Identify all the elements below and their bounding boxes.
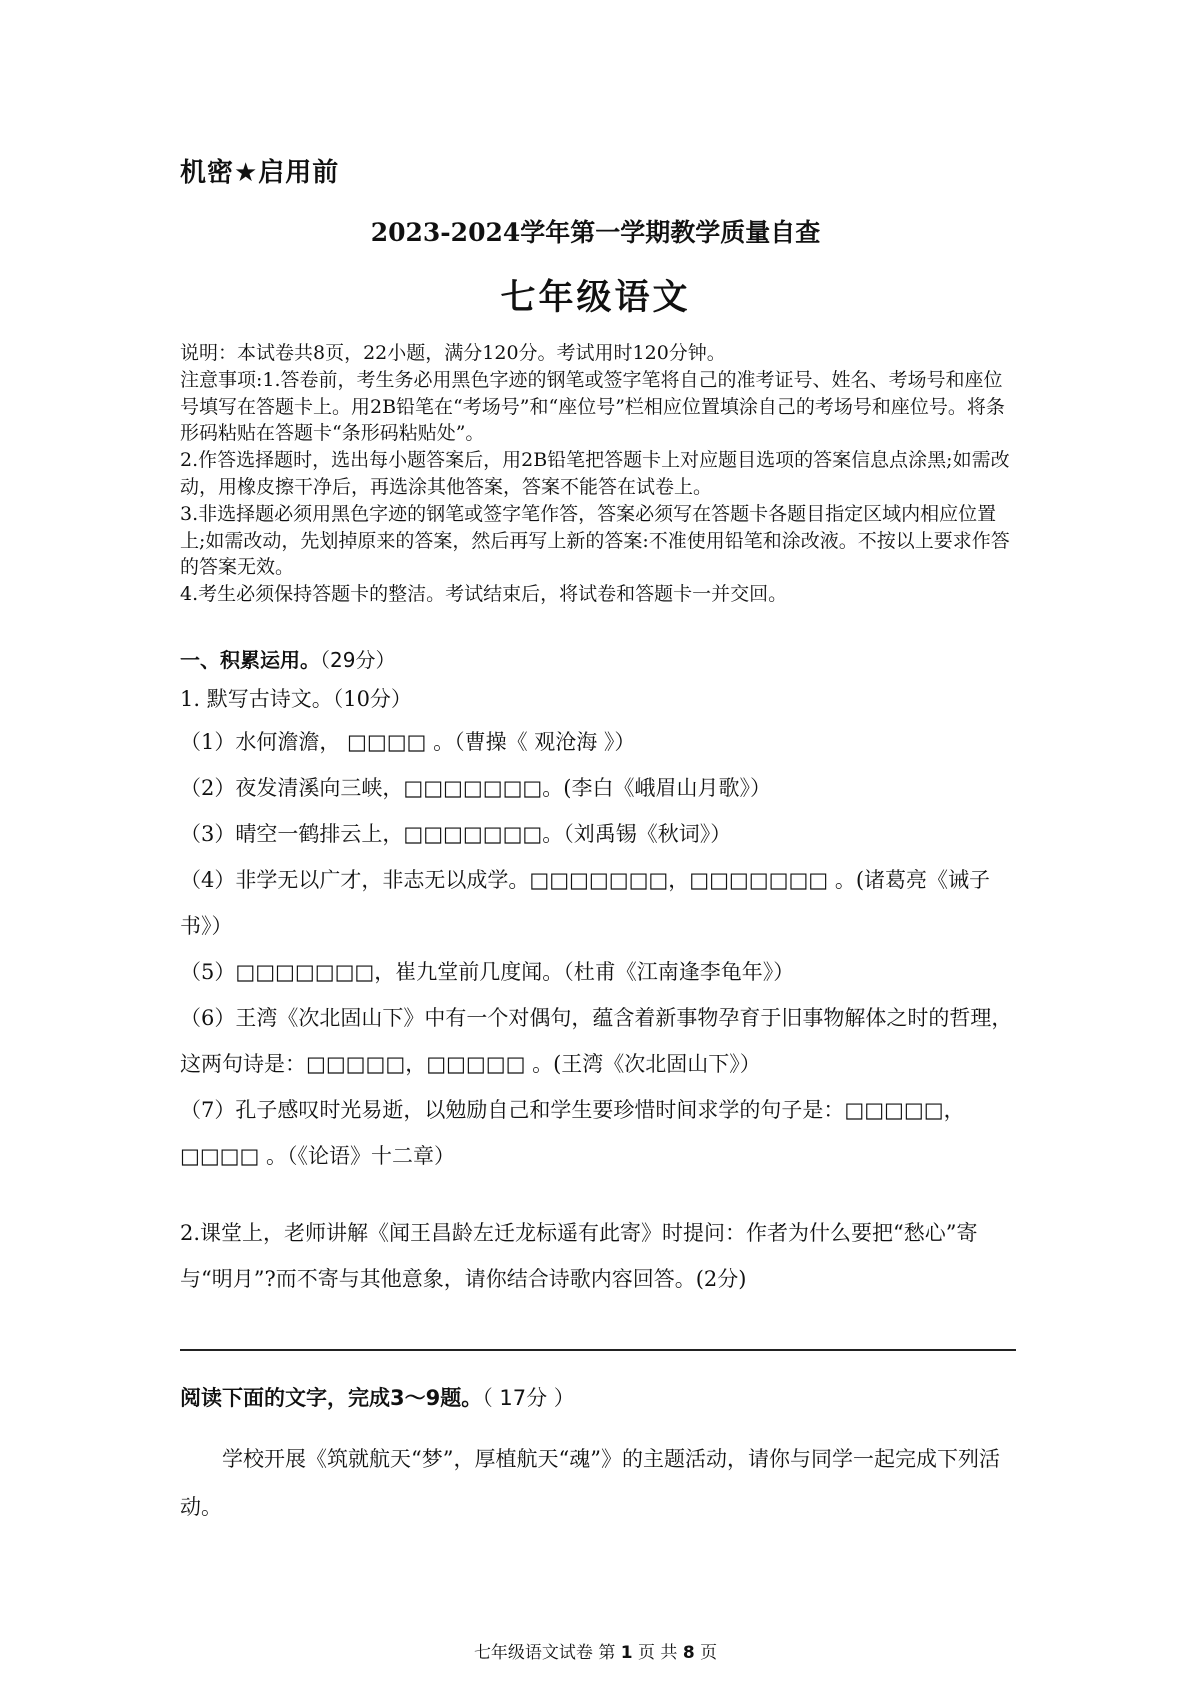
footer-prefix: 七年级语文试卷 第 [473,1643,616,1663]
instruction-line: 2.作答选择题时，选出每小题答案后，用2B铅笔把答题卡上对应题目选项的答案信息点涂黑;如需改动，用橡皮擦干净后，再选涂其他答案，答案不能答在试卷上。 [180,449,1010,498]
footer-suffix: 页 [700,1643,718,1663]
section-heading [180,644,395,673]
intro-paragraph: 学校开展《筑就航天“梦”，厚植航天“魂”》的主题活动，请你与同学一起完成下列活动。 [180,1447,1000,1519]
instruction-line: 注意事项:1.答卷前，考生务必用黑色字迹的钢笔或签字笔将自己的准考证号、姓名、考场号和座位号填写在答题卡上。用2B铅笔在“考场号”和“座位号”栏相应位置填涂自己的考场号和座位号。将条形码粘贴在答题卡“条形码粘贴处”。 [180,368,1005,445]
section-title: 一、积累运用。 [180,648,320,672]
question-item: （6）王湾《次北固山下》中有一个对偶句，蕴含着新事物孕育于旧事物解体之时的哲理，这两句诗是：□□□□□，□□□□□ 。(王湾《次北固山下》） [180,1006,1013,1076]
reading-score: （ 17分 ） [482,1386,575,1410]
exam-title: 2023-2024学年第一学期教学质量自查 [370,218,821,247]
section-score: （29分） [320,648,396,672]
question-text: 2.课堂上，老师讲解《闻王昌龄左迁龙标遥有此寄》时提问：作者为什么要把“愁心”寄与“明月”?而不寄与其他意象，请你结合诗歌内容回答。(2分) [180,1221,978,1291]
classified-label: 机密★启用前 [180,158,340,188]
answer-line [180,1349,1016,1351]
reading-intro [180,1435,1020,1531]
instruction-line: 3.非选择题必须用黑色字迹的钢笔或签字笔作答，答案必须写在答题卡各题目指定区域内相应位置上;如需改动，先划掉原来的答案，然后再写上新的答案:不准使用铅笔和涂改液。不按以上要求作答的答案无效。 [180,502,1010,579]
question-1-title: 1. 默写古诗文。（10分） [180,687,412,711]
question-item: （7）孔子感叹时光易逝，以勉励自己和学生要珍惜时间求学的句子是：□□□□□，□□□□ 。（《论语》十二章） [180,1098,965,1168]
instruction-line: 4.考生必须保持答题卡的整洁。考试结束后，将试卷和答题卡一并交回。 [180,583,788,606]
footer-page-number: 1 [620,1643,633,1663]
question-item: （2）夜发清溪向三峡，□□□□□□□。(李白《峨眉山月歌》） [180,776,771,800]
reading-title: 阅读下面的文字，完成3～9题。 [180,1386,483,1410]
reading-heading [180,1382,575,1412]
exam-instructions [180,340,1020,608]
question-item: （1）水何澹澹， □□□□ 。（曹操《 观沧海 》） [180,730,636,754]
question-2 [180,1210,1015,1302]
page-footer [0,1638,1191,1663]
instruction-line: 说明：本试卷共8页，22小题，满分120分。考试用时120分钟。 [180,342,726,364]
subject-title: 七年级语文 [500,277,691,318]
question-item: （4）非学无以广才，非志无以成学。□□□□□□□，□□□□□□□ 。(诸葛亮《诫子书》） [180,868,991,938]
footer-middle: 页 共 [638,1643,678,1663]
question-item: （3）晴空一鹤排云上，□□□□□□□。（刘禹锡《秋词》） [180,822,732,846]
question-1-items [180,719,1015,1179]
question-item: （5）□□□□□□□，崔九堂前几度闻。（杜甫《江南逢李龟年》） [180,960,795,984]
footer-total-pages: 8 [682,1643,695,1663]
